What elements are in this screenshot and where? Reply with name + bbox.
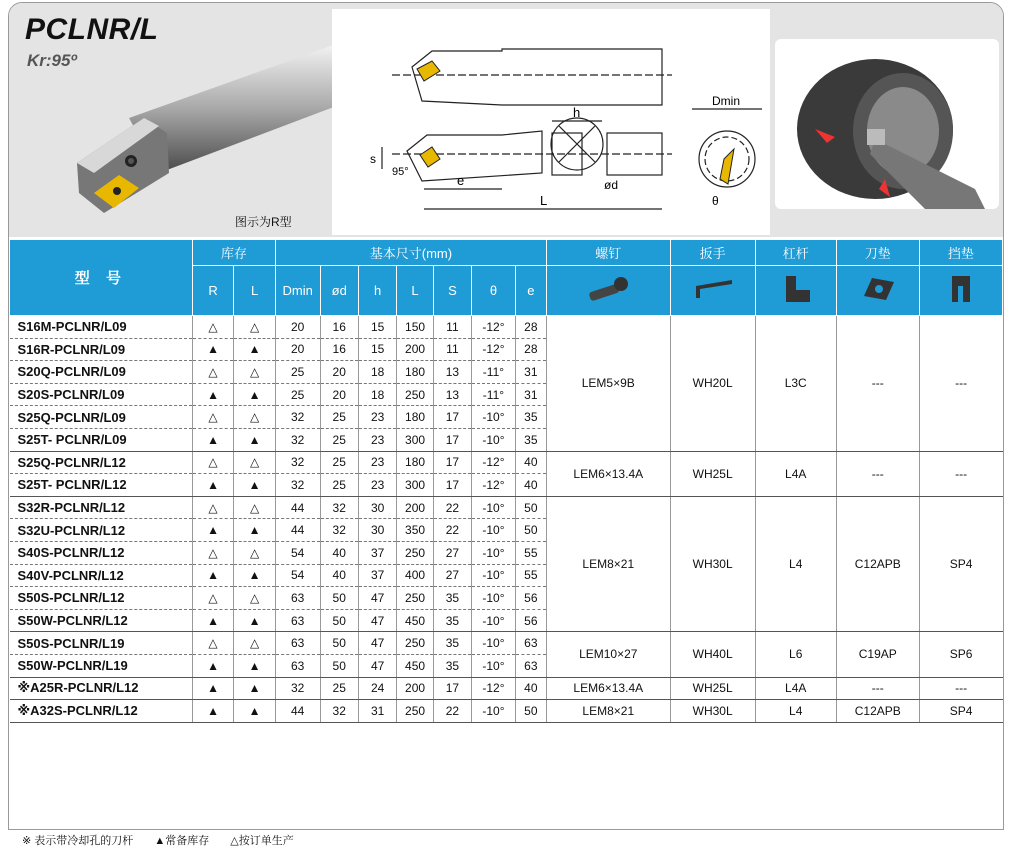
e: 55 [515,541,546,564]
model-cell: S16M-PCLNR/L09 [10,316,193,339]
stock-r: △ [192,587,234,610]
s: 35 [433,632,471,655]
theta: -10° [472,519,516,542]
s: 17 [433,474,471,497]
shim-cell: --- [919,677,1002,700]
table-row [10,632,1003,655]
e: 40 [515,474,546,497]
table-row [10,496,1003,519]
stock-l: ▲ [234,338,276,361]
theta: -10° [472,496,516,519]
s: 17 [433,677,471,700]
wrench-cell: WH25L [670,451,755,496]
caption-r-type: 图示为R型 [235,215,292,229]
boring-bar-photo [49,23,339,213]
sub-dmin: Dmin [275,266,320,316]
e: 28 [515,338,546,361]
dmin: 44 [275,519,320,542]
screw-icon [546,266,670,316]
sub-l: L [234,266,276,316]
s: 13 [433,383,471,406]
table-row [10,677,1003,700]
d: 25 [320,406,358,429]
lever-cell: L4A [755,677,836,700]
theta: -10° [472,541,516,564]
label-od: ød [604,178,619,192]
e: 31 [515,361,546,384]
sub-theta: θ [472,266,516,316]
dmin: 25 [275,361,320,384]
d: 16 [320,338,358,361]
sub-od: ød [320,266,358,316]
wrench-cell: WH20L [670,316,755,452]
h: 30 [358,519,396,542]
legend-in-stock: ▲常备库存 [154,835,210,847]
e: 40 [515,677,546,700]
d: 32 [320,496,358,519]
length: 200 [397,338,433,361]
theta: -12° [472,677,516,700]
theta: -12° [472,316,516,339]
seat-cell: --- [836,316,919,452]
s: 11 [433,338,471,361]
stock-l: ▲ [234,654,276,677]
insert-seat-icon [836,266,919,316]
length: 150 [397,316,433,339]
model-cell: S20S-PCLNR/L09 [10,383,193,406]
d: 25 [320,428,358,451]
legend [22,832,312,848]
d: 32 [320,519,358,542]
stock-l: △ [234,632,276,655]
stock-l: ▲ [234,564,276,587]
sub-s: S [433,266,471,316]
header-shim: 挡垫 [919,240,1002,266]
length: 180 [397,451,433,474]
e: 56 [515,587,546,610]
theta: -10° [472,700,516,723]
seat-cell: --- [836,677,919,700]
s: 13 [433,361,471,384]
h: 47 [358,587,396,610]
d: 40 [320,541,358,564]
label-angle: 95° [392,166,409,178]
stock-r: ▲ [192,383,234,406]
shim-cell: --- [919,316,1002,452]
dmin: 63 [275,654,320,677]
stock-l: ▲ [234,474,276,497]
shim-icon [919,266,1002,316]
model-cell: S50S-PCLNR/L19 [10,632,193,655]
model-cell: S50W-PCLNR/L19 [10,654,193,677]
header-stock: 库存 [192,240,275,266]
h: 23 [358,474,396,497]
s: 22 [433,496,471,519]
stock-l: ▲ [234,700,276,723]
s: 22 [433,700,471,723]
h: 37 [358,564,396,587]
table-row [10,700,1003,723]
dmin: 44 [275,700,320,723]
length: 200 [397,496,433,519]
lever-icon [755,266,836,316]
dmin: 54 [275,564,320,587]
header-band [9,3,1003,237]
length: 250 [397,700,433,723]
legend-made-to-order: △按订单生产 [230,835,294,847]
model-cell: S50W-PCLNR/L12 [10,609,193,632]
stock-l: △ [234,316,276,339]
screw-cell: LEM5×9B [546,316,670,452]
stock-r: ▲ [192,519,234,542]
e: 35 [515,428,546,451]
dmin: 20 [275,316,320,339]
e: 31 [515,383,546,406]
model-cell: S16R-PCLNR/L09 [10,338,193,361]
theta: -11° [472,383,516,406]
s: 17 [433,451,471,474]
s: 27 [433,541,471,564]
seat-cell: C12APB [836,700,919,723]
h: 18 [358,383,396,406]
dmin: 32 [275,677,320,700]
h: 24 [358,677,396,700]
dmin: 32 [275,406,320,429]
theta: -12° [472,474,516,497]
shim-cell: SP6 [919,632,1002,677]
model-cell: S40V-PCLNR/L12 [10,564,193,587]
length: 180 [397,361,433,384]
wrench-icon [670,266,755,316]
length: 180 [397,406,433,429]
theta: -10° [472,406,516,429]
dimension-drawing [332,9,770,235]
theta: -10° [472,587,516,610]
model-cell: S50S-PCLNR/L12 [10,587,193,610]
header-model: 型 号 [10,240,193,316]
product-title: PCLNR/L [25,13,159,46]
lever-cell: L4 [755,700,836,723]
dmin: 63 [275,632,320,655]
dmin: 32 [275,474,320,497]
model-cell: S25Q-PCLNR/L09 [10,406,193,429]
theta: -10° [472,428,516,451]
screw-cell: LEM6×13.4A [546,451,670,496]
model-cell: ※A25R-PCLNR/L12 [10,677,193,700]
legend-coolant-note: ※ 表示带冷却孔的刀杆 [22,835,134,847]
label-theta: θ [712,194,719,208]
d: 50 [320,587,358,610]
seat-cell: C12APB [836,496,919,632]
table-row [10,451,1003,474]
theta: -12° [472,338,516,361]
stock-r: △ [192,451,234,474]
d: 20 [320,361,358,384]
s: 35 [433,654,471,677]
d: 25 [320,474,358,497]
label-e: e [457,173,465,188]
stock-r: ▲ [192,700,234,723]
header-lever: 杠杆 [755,240,836,266]
stock-r: ▲ [192,564,234,587]
lever-cell: L6 [755,632,836,677]
seat-cell: C19AP [836,632,919,677]
table-row [10,316,1003,339]
s: 17 [433,428,471,451]
model-cell: S40S-PCLNR/L12 [10,541,193,564]
h: 31 [358,700,396,723]
stock-r: △ [192,632,234,655]
e: 28 [515,316,546,339]
s: 27 [433,564,471,587]
e: 50 [515,496,546,519]
dmin: 25 [275,383,320,406]
stock-l: △ [234,406,276,429]
lever-cell: L4A [755,451,836,496]
label-L: L [540,193,548,208]
approach-angle: Kr:95º [27,51,77,70]
stock-l: △ [234,496,276,519]
theta: -12° [472,451,516,474]
stock-r: ▲ [192,609,234,632]
h: 15 [358,338,396,361]
theta: -10° [472,654,516,677]
dmin: 63 [275,609,320,632]
h: 47 [358,632,396,655]
h: 23 [358,406,396,429]
stock-r: ▲ [192,654,234,677]
stock-l: △ [234,541,276,564]
stock-r: △ [192,316,234,339]
model-cell: ※A32S-PCLNR/L12 [10,700,193,723]
dmin: 20 [275,338,320,361]
dmin: 44 [275,496,320,519]
d: 25 [320,677,358,700]
stock-l: ▲ [234,519,276,542]
length: 300 [397,428,433,451]
seat-cell: --- [836,451,919,496]
stock-r: ▲ [192,474,234,497]
application-photo [775,39,999,209]
h: 18 [358,361,396,384]
label-dmin: Dmin [712,94,741,108]
label-h: h [573,105,581,120]
screw-cell: LEM6×13.4A [546,677,670,700]
sub-e: e [515,266,546,316]
screw-cell: LEM10×27 [546,632,670,677]
e: 40 [515,451,546,474]
stock-r: ▲ [192,677,234,700]
length: 450 [397,609,433,632]
stock-r: ▲ [192,338,234,361]
length: 200 [397,677,433,700]
stock-l: ▲ [234,609,276,632]
header-wrench: 扳手 [670,240,755,266]
wrench-cell: WH40L [670,632,755,677]
model-cell: S20Q-PCLNR/L09 [10,361,193,384]
model-cell: S25Q-PCLNR/L12 [10,451,193,474]
e: 63 [515,654,546,677]
stock-r: ▲ [192,428,234,451]
d: 25 [320,451,358,474]
shim-cell: --- [919,451,1002,496]
e: 50 [515,700,546,723]
length: 250 [397,383,433,406]
h: 37 [358,541,396,564]
s: 17 [433,406,471,429]
e: 56 [515,609,546,632]
theta: -10° [472,564,516,587]
h: 23 [358,428,396,451]
h: 15 [358,316,396,339]
dmin: 63 [275,587,320,610]
shim-cell: SP4 [919,496,1002,632]
stock-l: ▲ [234,677,276,700]
length: 250 [397,541,433,564]
d: 32 [320,700,358,723]
dmin: 32 [275,428,320,451]
theta: -10° [472,632,516,655]
s: 35 [433,587,471,610]
length: 450 [397,654,433,677]
model-cell: S32U-PCLNR/L12 [10,519,193,542]
length: 350 [397,519,433,542]
catalog-page [8,2,1004,830]
stock-r: △ [192,496,234,519]
sub-h: h [358,266,396,316]
header-dims: 基本尺寸(mm) [275,240,546,266]
stock-l: △ [234,587,276,610]
d: 50 [320,654,358,677]
stock-l: ▲ [234,428,276,451]
h: 47 [358,654,396,677]
s: 35 [433,609,471,632]
shim-cell: SP4 [919,700,1002,723]
theta: -11° [472,361,516,384]
d: 40 [320,564,358,587]
e: 35 [515,406,546,429]
dmin: 54 [275,541,320,564]
d: 20 [320,383,358,406]
sub-r: R [192,266,234,316]
header-seat: 刀垫 [836,240,919,266]
stock-l: ▲ [234,383,276,406]
h: 47 [358,609,396,632]
theta: -10° [472,609,516,632]
wrench-cell: WH30L [670,496,755,632]
h: 30 [358,496,396,519]
wrench-cell: WH30L [670,700,755,723]
model-cell: S25T- PCLNR/L09 [10,428,193,451]
stock-r: △ [192,541,234,564]
s: 11 [433,316,471,339]
lever-cell: L4 [755,496,836,632]
length: 400 [397,564,433,587]
screw-cell: LEM8×21 [546,496,670,632]
length: 300 [397,474,433,497]
wrench-cell: WH25L [670,677,755,700]
d: 50 [320,609,358,632]
length: 250 [397,587,433,610]
stock-l: △ [234,361,276,384]
length: 250 [397,632,433,655]
header-screw: 螺钉 [546,240,670,266]
stock-r: △ [192,406,234,429]
e: 50 [515,519,546,542]
stock-r: △ [192,361,234,384]
stock-l: △ [234,451,276,474]
label-s: s [370,152,376,166]
d: 16 [320,316,358,339]
spec-table [9,239,1003,723]
dmin: 32 [275,451,320,474]
h: 23 [358,451,396,474]
s: 22 [433,519,471,542]
lever-cell: L3C [755,316,836,452]
model-cell: S32R-PCLNR/L12 [10,496,193,519]
e: 63 [515,632,546,655]
screw-cell: LEM8×21 [546,700,670,723]
model-cell: S25T- PCLNR/L12 [10,474,193,497]
d: 50 [320,632,358,655]
sub-length: L [397,266,433,316]
e: 55 [515,564,546,587]
